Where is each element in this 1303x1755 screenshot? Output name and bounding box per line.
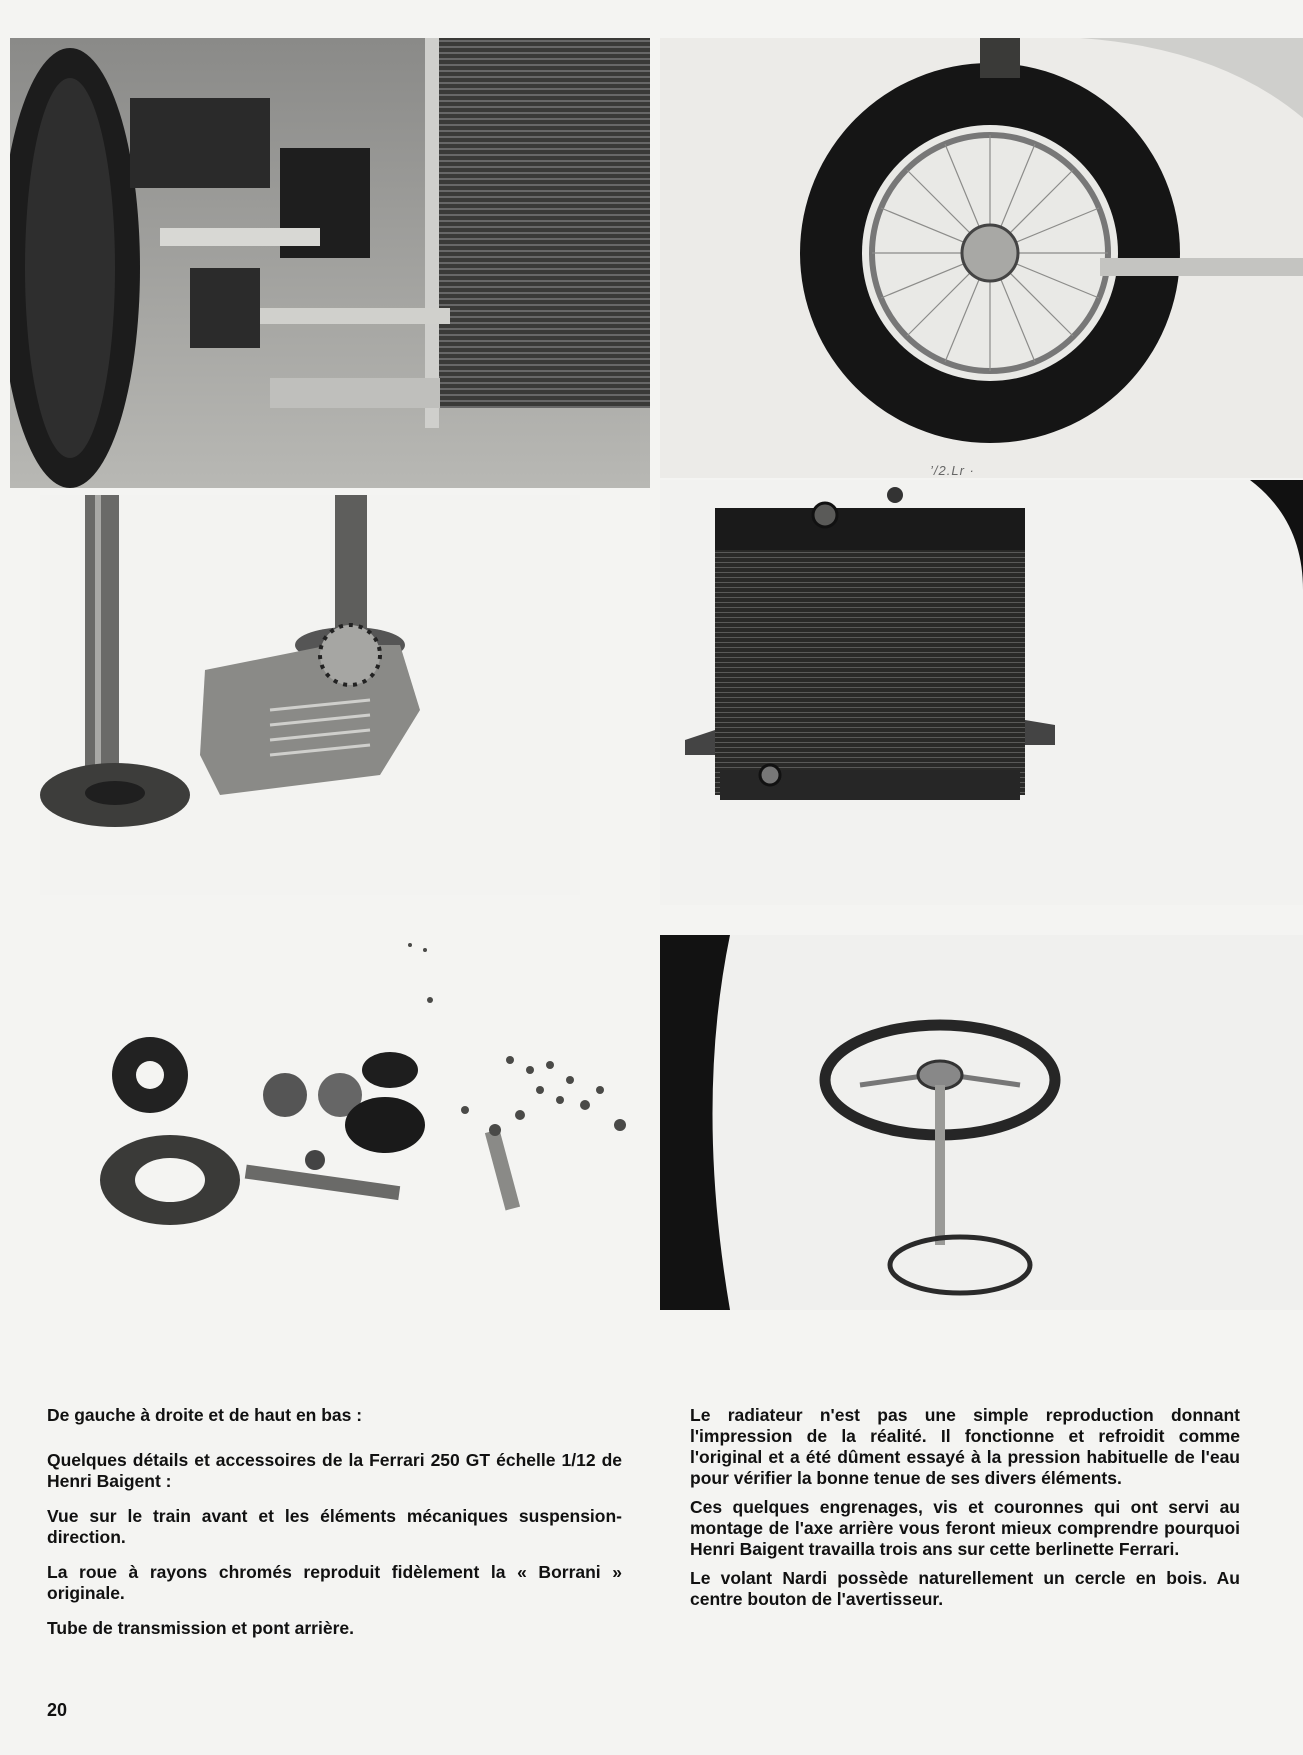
caption-item-radiator: Le radiateur n'est pas une simple reproduction donnant l'impression de la réalité. Il fonctionne et refroidit comme l'original et a été dûment essayé à la pression habituelle de l'eau pour vérifier la bonne tenue de ses divers éléments. [690,1405,1240,1488]
front-suspension-photo [10,38,650,488]
caption-item-steering-wheel: Le volant Nardi possède naturellement un cercle en bois. Au centre bouton de l'avertisseur. [690,1568,1240,1609]
page-number: 20 [47,1700,68,1720]
caption-item-front-suspension: Vue sur le train avant et les éléments mécaniques suspension-direction. [47,1506,622,1547]
caption-item-transmission: Tube de transmission et pont arrière. [47,1618,354,1638]
photo-stamp: ’/2.Lr · [930,463,975,478]
transmission-tube-photo [40,495,580,895]
wire-wheel-photo [660,38,1303,478]
steering-wheel-photo [660,935,1303,1310]
caption-item-wire-wheel: La roue à rayons chromés reproduit fidèlement la « Borrani » originale. [47,1562,622,1603]
caption-lead: Quelques détails et accessoires de la Ferrari 250 GT échelle 1/12 de Henri Baigent : [47,1450,622,1491]
radiator-photo [660,480,1303,905]
caption-right [690,1405,1240,1618]
gears-parts-photo [40,930,650,1310]
caption-left [47,1405,622,1653]
caption-intro: De gauche à droite et de haut en bas : [47,1405,363,1425]
caption-item-gears: Ces quelques engrenages, vis et couronnes qui ont servi au montage de l'axe arrière vous feront mieux comprendre pourquoi Henri Baigent travailla trois ans sur cette berlinette Ferrari. [690,1497,1240,1559]
